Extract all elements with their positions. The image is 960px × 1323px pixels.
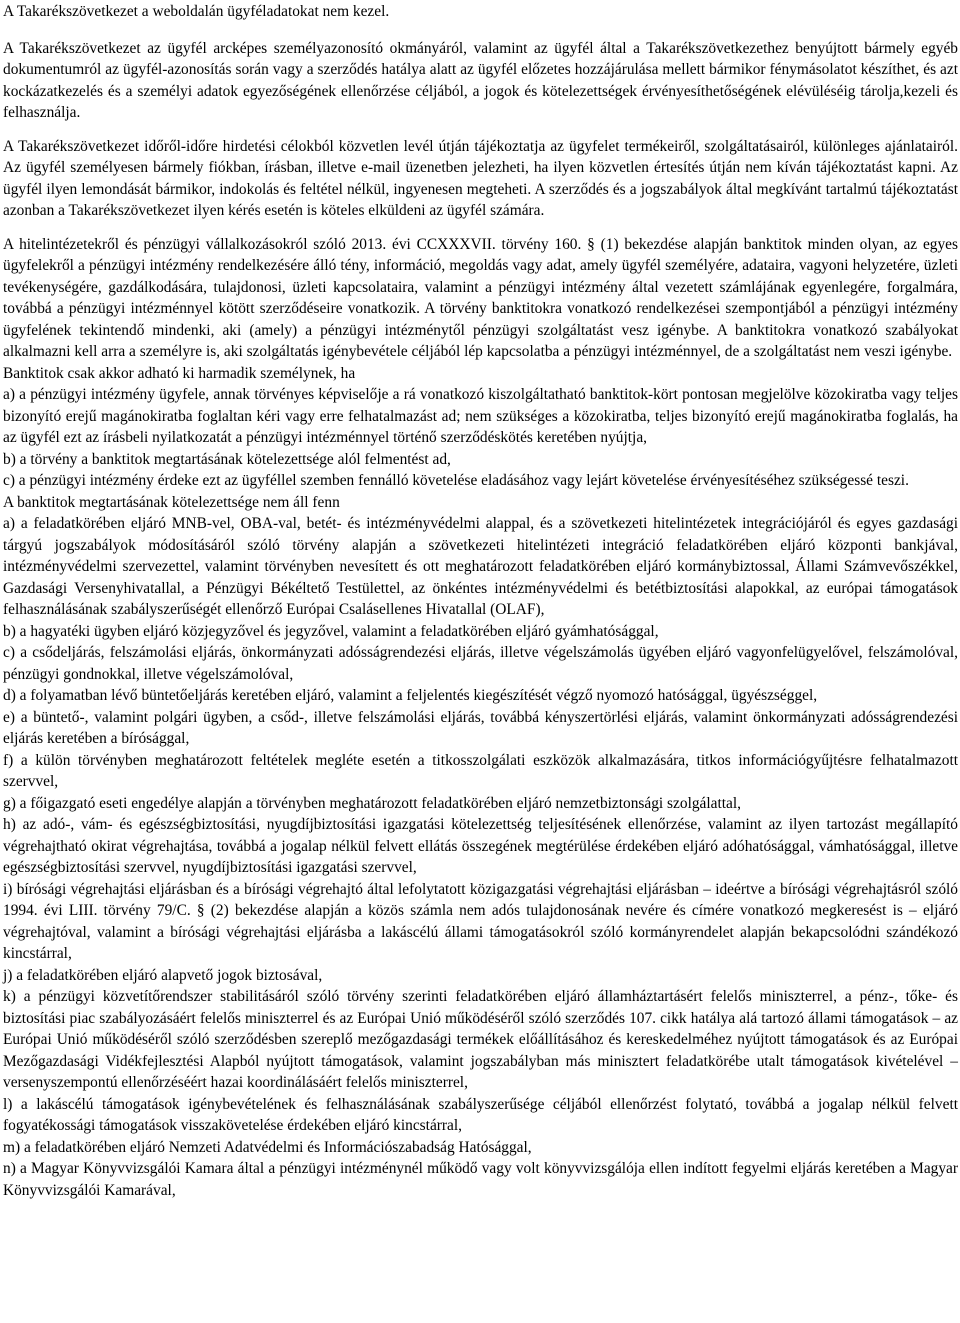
paragraph-exemption-intro: A banktitok megtartásának kötelezettsége nem áll fenn — [3, 493, 340, 511]
list-item-exemption-b: b) a hagyatéki ügyben eljáró közjegyzővel és jegyzővel, valamint a feladatkörében eljáró gyámhatósággal, — [3, 622, 659, 640]
list-item-exemption-l: l) a lakáscélú támogatások igénybevételének és felhasználásának szabályszerűsége céljából ellenőrzést folytató, továbbá a jogalap nélkül felvett fogyatékossági támogatások visszakövetelése érdekében eljáró kincstárral, — [3, 1095, 958, 1134]
list-item-disclosure-a: a) a pénzügyi intézmény ügyfele, annak törvényes képviselője a rá vonatkozó kiszolgáltatható banktitok-kört pontosan megjelölve közokiratba vagy teljes bizonyító erejű magánokiratba foglaltan kéri vagy erre felhatalmazást ad; nem szükséges a közokiratba, teljes bizonyító erejű magánokiratba foglalás, ha az ügyfél ezt az írásbeli nyilatkozatát a pénzügyi intézménnyel történő szerződéskötés keretében nyújtja, — [3, 386, 958, 446]
list-item-exemption-e: e) a büntető-, valamint polgári ügyben, a csőd-, illetve felszámolási eljárás, továbbá kényszertörlési eljárás, valamint önkormányzati adósságrendezési eljárás keretében a bírósággal, — [3, 708, 958, 747]
paragraph-photocopy: A Takarékszövetkezet az ügyfél arcképes személyazonosító okmányáról, valamint az ügyfél által a Takarékszövetkezethez benyújtott bármely egyéb dokumentumról az ügyfél-azonosítás során vagy a szerződés hatálya alatt az ügyfél előzetes hozzájárulása mellett bármikor fénymásolatot készíthet, és azt kockázatkezelés és a személyi adatok egyezőségének ellenőrzése céljából, a jogok és kötelezettségek érvényesíthetőségének elévüléséig tárolja,kezeli és felhasználja. — [3, 39, 958, 121]
list-item-exemption-k: k) a pénzügyi közvetítőrendszer stabilitásáról szóló törvény szerinti feladatkörében eljáró államháztartásért felelős miniszterrel, a pénz-, tőke- és biztosítási piac szabályozásáért felelős miniszterrel és az Európai Unió működéséről szóló szerződés 107. cikk hatálya alá tartozó állami támogatások – az Európai Unió működéséről szóló szerződésben szereplő mezőgazdasági termékek előállításához és kereskedelméhez nyújtott támogatások és az Európai Mezőgazdasági Vidékfejlesztési Alapból nyújtott támogatások, valamint jogszabályban más minisztert feladatkörébe utalt támogatások kivételével – versenyszempontú ellenőrzéséért hazai koordinálásáért felelős miniszterrel, — [3, 988, 958, 1091]
list-item-exemption-d: d) a folyamatban lévő büntetőeljárás keretében eljáró, valamint a feljelentés kiegészítését végző nyomozó hatósággal, ügyészséggel, — [3, 687, 818, 704]
paragraph-bank-secret-definition: A hitelintézetekről és pénzügyi vállalkozásokról szóló 2013. évi CCXXXVII. törvény 160. § (1) bekezdése alapján banktitok minden olyan, az egyes ügyfelekről a pénzügyi intézmény rendelkezésére álló tény, információ, megoldás vagy adat, amely ügyfél személyére, adataira, vagyoni helyzetére, üzleti tevékenységére, gazdálkodására, tulajdonosi, üzleti kapcsolataira, valamint a pénzügyi intézmény által vezetett számlájának egyenlegére, forgalmára, továbbá a pénzügyi intézménnyel kötött szerződéseire vonatkozik. A törvény banktitokra vonatkozó rendelkezései szempontjából a pénzügyi intézmény ügyfelének tekintendő mindenki, aki (amely) a pénzügyi intézménytől pénzügyi szolgáltatást vesz igénybe. A banktitokra vonatkozó szabályokat alkalmazni kell arra a személyre is, aki szolgáltatás igénybevétele céljából lép kapcsolatba a pénzügyi intézménnyel, de a szolgáltatást nem veszi igénybe. — [3, 235, 958, 360]
list-item-disclosure-b: b) a törvény a banktitok megtartásának kötelezettsége alól felmentést ad, — [3, 450, 451, 468]
list-item-exemption-h: h) az adó-, vám- és egészségbiztosítási, nyugdíjbiztosítási igazgatási kötelezettség teljesítésének ellenőrzése, valamint az ilyen tartozást megállapító végrehajtható okirat végrehajtása, továbbá a jogalap nélkül felvett ellátás összegének megtérülése érdekében eljáró adóhatósággal, vámhatósággal, illetve egészségbiztosítási szervvel, nyugdíjbiztosítási igazgatási szervvel, — [3, 816, 958, 876]
list-item-exemption-a: a) a feladatkörében eljáró MNB-vel, OBA-val, betét- és intézményvédelmi alappal, és a szövetkezeti hitelintézetek integrációjáról és egyes gazdasági tárgyú jogszabályok módosításáról szóló törvény alapján a szövetkezeti hitelintézeti integráció feladatkörében eljáró központi bankjával, intézményvédelmi szervezettel, valamint törvényben nevesített és ott meghatározott feladatkörében eljáró kormánybiztossal, Állami Számvevőszékkel, Gazdasági Versenyhivatallal, a Pénzügyi Békéltető Testülettel, az önkéntes intézményvédelmi és betétbiztosítási alapokkal, az európai támogatások felhasználásának szabályszerűségét ellenőrző Európai Csalásellenes Hivatallal (OLAF), — [3, 515, 958, 618]
document-page — [3, 1, 958, 1201]
paragraph-direct-marketing: A Takarékszövetkezet időről-időre hirdetési célokból közvetlen levél útján tájékoztatja az ügyfelet termékeiről, szolgáltatásairól, különleges ajánlatairól. Az ügyfél személyesen bármely fiókban, írásban, illetve e-mail üzenetben jelezheti, ha ilyen közvetlen értesítés útján nem kíván tájékoztatást kapni. Az ügyfél ilyen lemondását bármikor, indokolás és feltétel nélkül, ingyenesen megteheti. A szerződés és a jogszabályok által megkívánt tartalmú tájékoztatást azonban a Takarékszövetkezet ilyen kérés esetén is köteles elküldeni az ügyfél számára. — [3, 137, 958, 219]
list-item-exemption-j: j) a feladatkörében eljáró alapvető jogok biztosával, — [3, 966, 323, 984]
list-item-disclosure-c: c) a pénzügyi intézmény érdeke ezt az ügyféllel szemben fennálló követelése eladásához vagy lejárt követelése érvényesítéséhez szükségessé teszi. — [3, 472, 909, 489]
list-item-exemption-g: g) a főigazgató eseti engedélye alapján a törvényben meghatározott feladatkörében eljáró nemzetbiztonsági szolgálattal, — [3, 794, 741, 812]
list-item-exemption-n: n) a Magyar Könyvvizsgálói Kamara által a pénzügyi intézménynél működő vagy volt könyvvizsgálója ellen indított fegyelmi eljárás keretében a Magyar Könyvvizsgálói Kamarával, — [3, 1160, 958, 1199]
list-item-exemption-c: c) a csődeljárás, felszámolási eljárás, önkormányzati adósságrendezési eljárás, illetve végelszámolás ügyében eljáró vagyonfelügyelővel, felszámolóval, pénzügyi gondnokkal, illetve végelszámolóval, — [3, 644, 958, 683]
paragraph-disclosure-intro: Banktitok csak akkor adható ki harmadik személynek, ha — [3, 364, 356, 382]
paragraph-website-data: A Takarékszövetkezet a weboldalán ügyféladatokat nem kezel. — [3, 3, 390, 20]
list-item-exemption-f: f) a külön törvényben meghatározott feltételek megléte esetén a titkosszolgálati eszközök alkalmazására, titkos információgyűjtésre felhatalmazott szervvel, — [3, 751, 958, 790]
list-item-exemption-i: i) bírósági végrehajtási eljárásban és a bírósági végrehajtó által lefolytatott közigazgatási végrehajtási eljárásban – ideértve a bírósági végrehajtásról szóló 1994. évi LIII. törvény 79/C. § (2) bekezdése alapján a közös számla nem adós tulajdonosának nevére és címére vonatkozó megkeresést is – eljáró végrehajtóval, valamint a bírósági végrehajtási eljárásba a lakáscélú állami támogatásokról szóló kormányrendelet alapján bekapcsolódni szándékozó kincstárral, — [3, 880, 958, 962]
list-item-exemption-m: m) a feladatkörében eljáró Nemzeti Adatvédelmi és Információszabadság Hatósággal, — [3, 1138, 532, 1156]
